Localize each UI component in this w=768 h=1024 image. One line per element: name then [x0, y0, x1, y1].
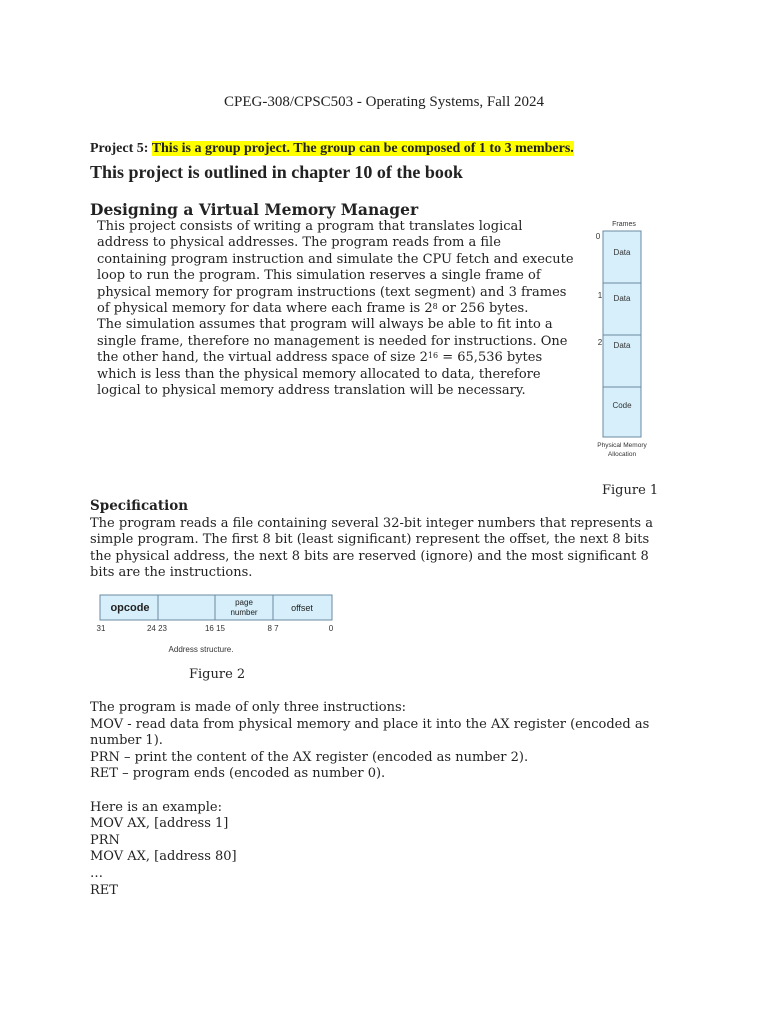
chapter-note: This project is outlined in chapter 10 of the book — [90, 162, 463, 182]
memory-block-data — [603, 231, 641, 283]
code-line: PRN — [90, 832, 120, 848]
memory-block-data — [603, 283, 641, 335]
intro-line: This project consists of writing a program that translates logical — [97, 219, 523, 234]
instruction-line: number 1). — [90, 733, 163, 749]
frame-number: 1 — [597, 291, 603, 300]
spec-line: The program reads a file containing several 32-bit integer numbers that represents a — [90, 516, 653, 531]
exponent: 16 — [427, 351, 439, 361]
specification-heading: Specification — [90, 498, 189, 514]
spec-line: the physical address, the next 8 bits are reserved (ignore) and the most significant 8 — [90, 548, 649, 564]
instructions-section — [90, 700, 690, 899]
page-number-label: page — [235, 598, 253, 607]
reserved-field — [158, 595, 215, 620]
figure-1-label: Figure 1 — [602, 483, 659, 498]
code-line: … — [90, 865, 103, 881]
memory-caption: Physical Memory — [597, 442, 647, 449]
instruction-line: PRN – print the content of the AX register (encoded as number 2). — [90, 749, 529, 765]
bit-label: 16 15 — [204, 624, 226, 633]
intro-line: logical to physical memory address translation will be necessary. — [97, 383, 526, 399]
blank-line — [90, 783, 690, 800]
project-label: Project 5: — [90, 141, 152, 156]
intro-line: address to physical addresses. The program reads from a file — [97, 235, 501, 251]
block-label: Code — [612, 401, 632, 410]
intro-line: loop to run the program. This simulation reserves a single frame of — [97, 268, 541, 284]
block-label: Data — [613, 248, 631, 257]
address-structure-caption: Address structure. — [168, 645, 234, 654]
intro-line: containing program instruction and simulate the CPU fetch and execute — [97, 251, 574, 267]
memory-allocation-diagram — [588, 215, 658, 465]
block-label: Data — [613, 294, 631, 303]
bit-label: 0 — [328, 624, 334, 633]
course-title: CPEG-308/CPSC503 - Operating Systems, Fall 2024 — [223, 94, 545, 110]
code-line: RET — [90, 882, 118, 898]
intro-text: of physical memory for data where each frame is 2 — [97, 301, 433, 317]
bit-label: 31 — [96, 624, 106, 633]
frame-number: 2 — [597, 338, 603, 347]
spec-line: bits are the instructions. — [90, 565, 253, 581]
intro-line — [97, 301, 597, 317]
frame-number: 0 — [595, 232, 601, 241]
specification-paragraph — [90, 516, 680, 582]
page-number-label: number — [230, 608, 258, 617]
offset-label: offset — [291, 603, 313, 613]
intro-line: which is less than the physical memory allocated to data, therefore — [97, 366, 541, 382]
instruction-line: The program is made of only three instructions: — [90, 700, 407, 715]
intro-text: the other hand, the virtual address space of size 2 — [97, 350, 428, 366]
intro-text: = 65,536 bytes — [438, 350, 543, 366]
block-label: Data — [613, 341, 631, 350]
project-line — [90, 141, 574, 157]
figure-2-label: Figure 2 — [189, 667, 246, 682]
address-structure-diagram — [90, 590, 340, 660]
instruction-line: Here is an example: — [90, 799, 222, 815]
spec-line: simple program. The first 8 bit (least significant) represent the offset, the next 8 bits — [90, 532, 650, 548]
opcode-label: opcode — [110, 602, 150, 614]
intro-line: physical memory for program instructions (text segment) and 3 frames — [97, 284, 567, 300]
code-line: MOV AX, [address 80] — [90, 849, 237, 865]
intro-text: or 256 bytes. — [437, 301, 529, 317]
project-highlight: This is a group project. The group can be composed of 1 to 3 members. — [151, 141, 574, 156]
intro-paragraph — [97, 219, 597, 399]
code-line: MOV AX, [address 1] — [90, 816, 229, 832]
intro-line — [97, 350, 597, 366]
bit-label: 8 7 — [267, 624, 279, 633]
intro-line: single frame, therefore no management is needed for instructions. One — [97, 333, 568, 349]
memory-block-code — [603, 387, 641, 437]
memory-caption: Allocation — [607, 451, 637, 458]
instruction-line: MOV - read data from physical memory and place it into the AX register (encoded as — [90, 716, 650, 732]
intro-line: The simulation assumes that program will always be able to fit into a — [97, 317, 553, 333]
section-heading: Designing a Virtual Memory Manager — [90, 200, 419, 219]
bit-label: 24 23 — [146, 624, 168, 633]
exponent: 8 — [432, 302, 438, 312]
frames-label: Frames — [612, 221, 636, 228]
instruction-line: RET – program ends (encoded as number 0). — [90, 766, 386, 782]
